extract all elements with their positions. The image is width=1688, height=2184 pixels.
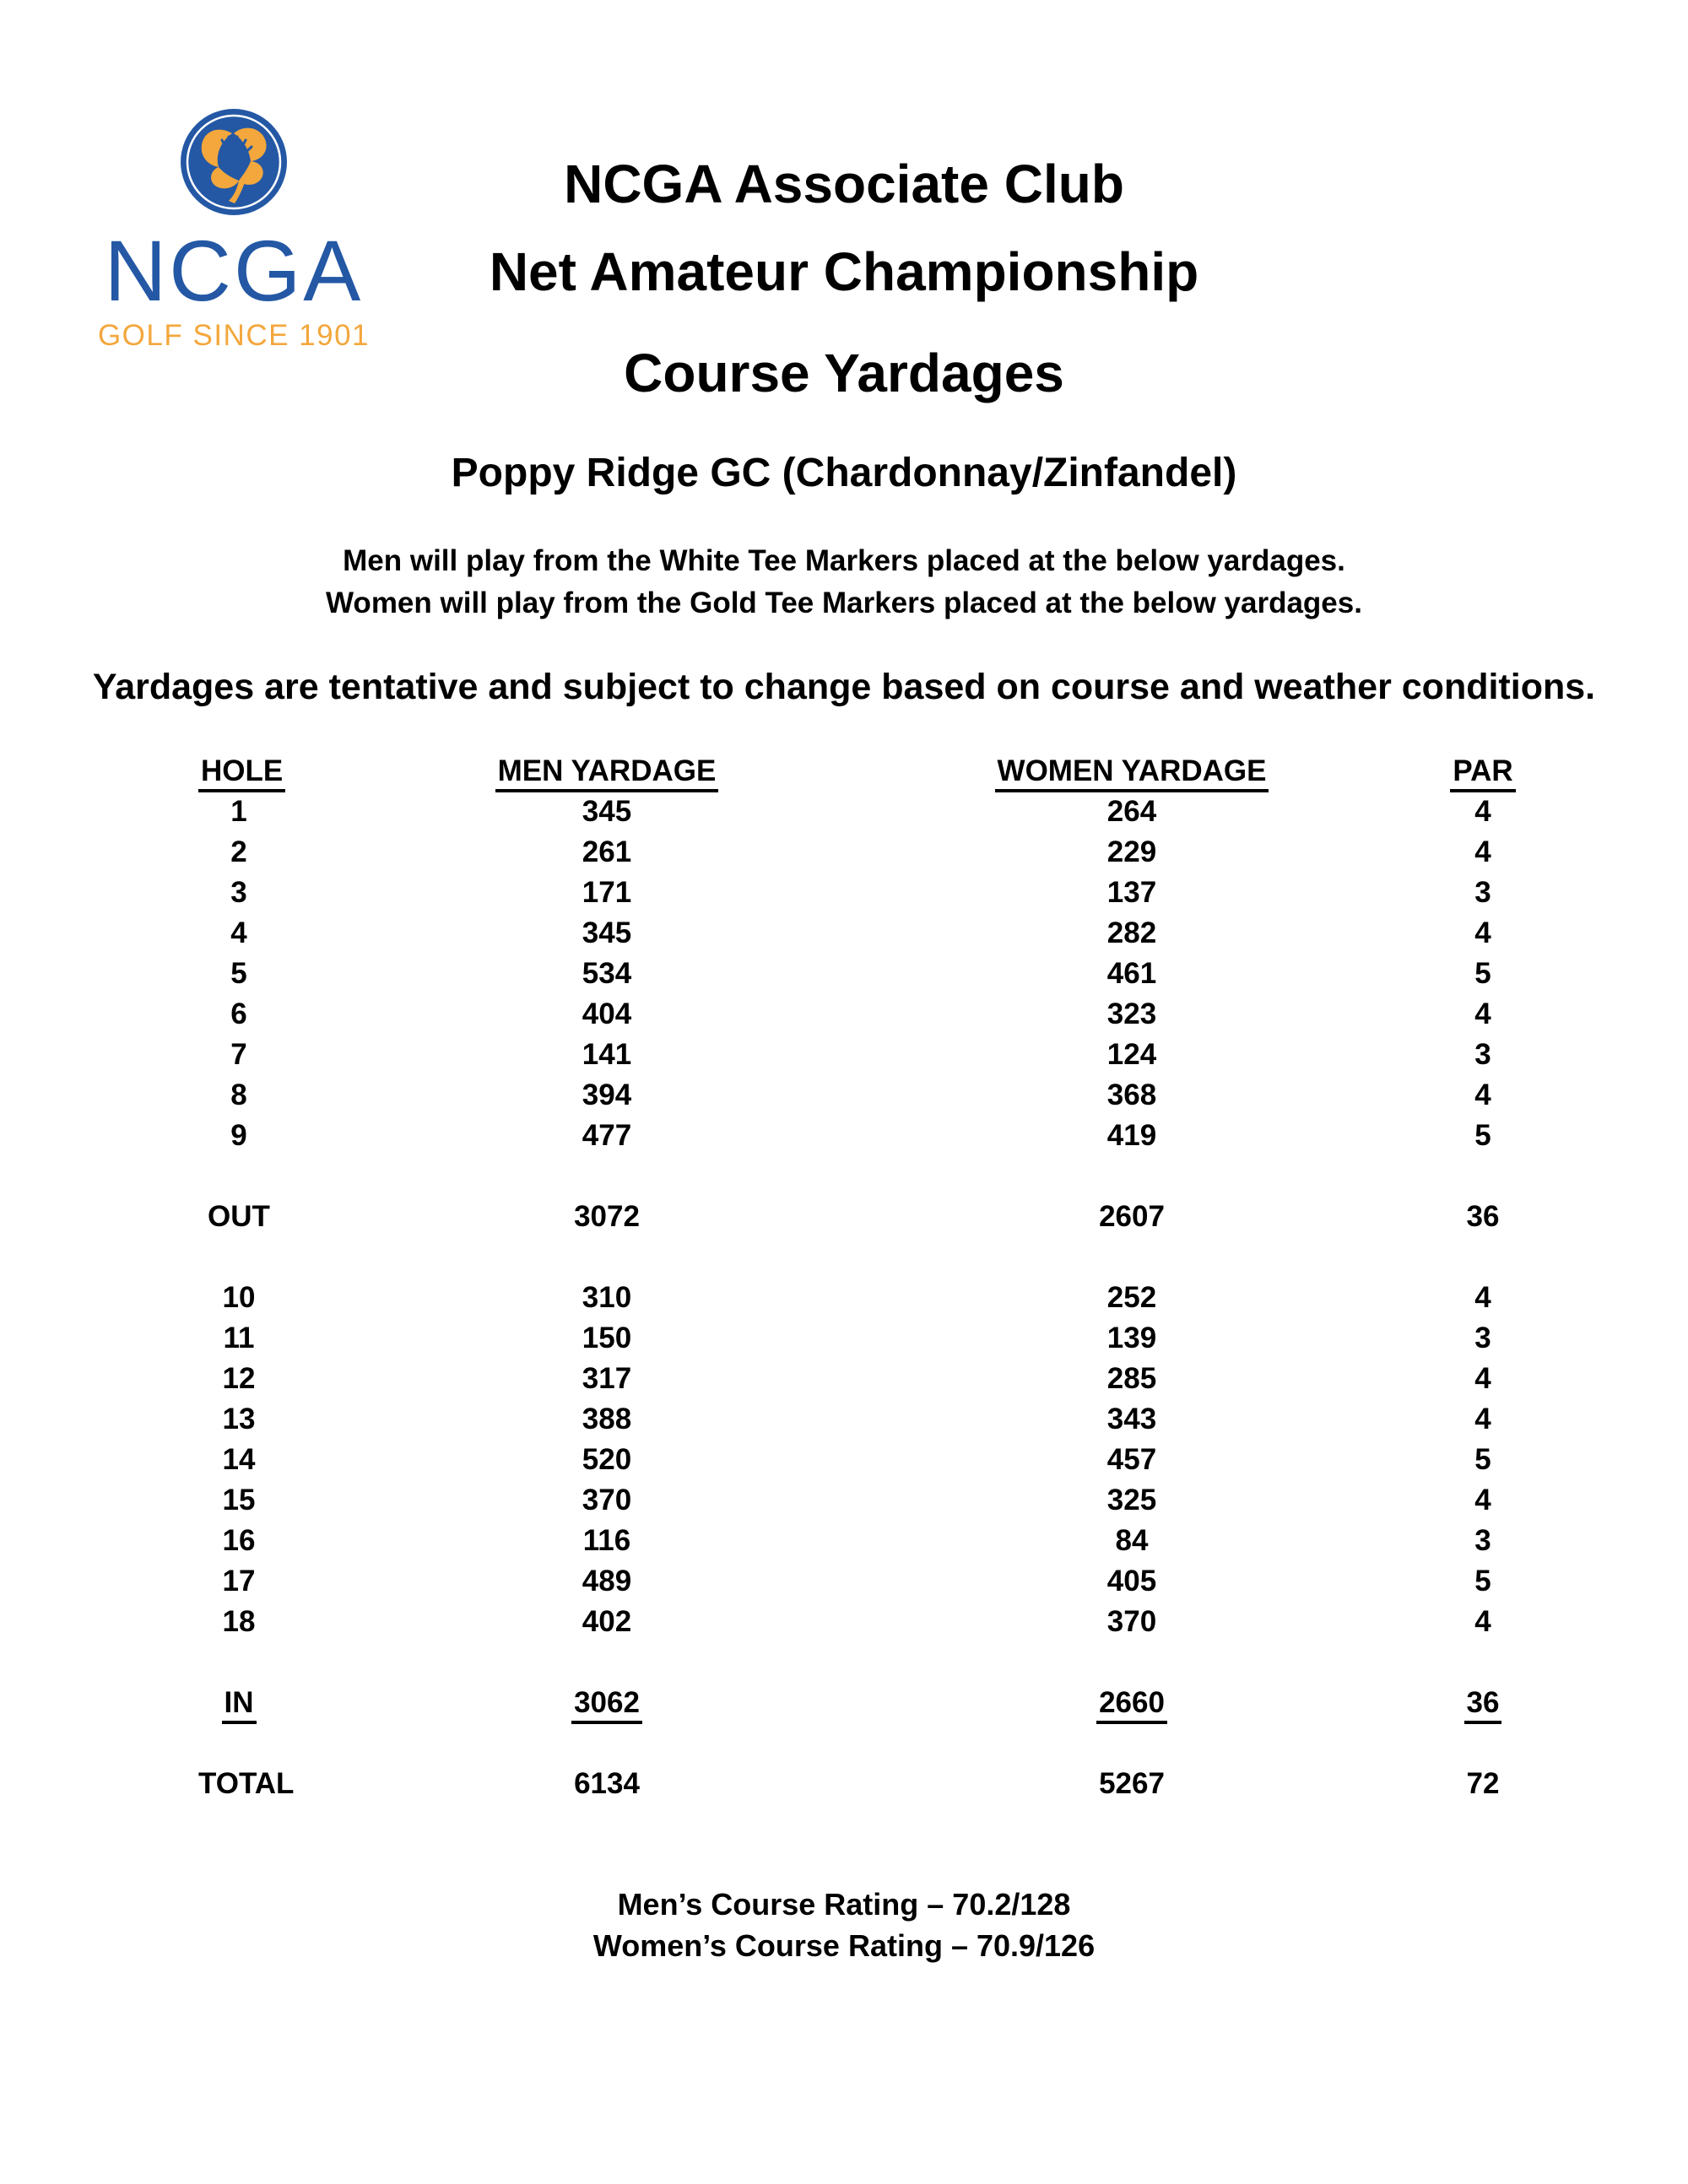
women-yardage-cell: 461	[1106, 957, 1157, 990]
men-yardage-cell: 345	[582, 795, 632, 828]
par-cell: 4	[1474, 916, 1491, 949]
men-yardage-cell: 116	[582, 1524, 631, 1557]
in-women-yardage-cell: 2660	[934, 1683, 1329, 1723]
hole-cell: 2	[230, 835, 247, 868]
out-men-yardage-cell: 3072	[574, 1200, 640, 1233]
out-women-yardage-cell: 2607	[1099, 1200, 1165, 1233]
men-yardage-cell: 520	[582, 1443, 632, 1476]
hole-cell: 13	[222, 1403, 256, 1435]
par-cell: 4	[1474, 1484, 1491, 1516]
men-yardage-cell: 489	[582, 1565, 632, 1597]
hole-cell: 4	[230, 916, 247, 949]
men-yardage-cell: 310	[582, 1281, 632, 1314]
par-cell: 4	[1474, 1605, 1491, 1638]
women-yardage-cell: 419	[1106, 1119, 1157, 1152]
page-title: Course Yardages	[624, 343, 1064, 403]
women-yardage-cell: 325	[1106, 1484, 1157, 1516]
in-men-yardage-cell: 3062	[279, 1683, 934, 1723]
table-spacer-row	[198, 1237, 1637, 1278]
hole-cell: 3	[230, 876, 247, 909]
in-par-cell: 36	[1329, 1683, 1637, 1723]
par-cell: 3	[1474, 1524, 1491, 1557]
men-yardage-cell: 402	[582, 1605, 632, 1638]
women-yardage-cell: 343	[1106, 1403, 1157, 1435]
par-cell: 4	[1474, 1403, 1491, 1435]
par-cell: 3	[1474, 876, 1491, 909]
women-yardage-cell: 139	[1106, 1322, 1157, 1354]
tee-instructions	[0, 540, 1688, 624]
hole-cell: 8	[230, 1078, 247, 1111]
column-header-women-yardage: WOMEN YARDAGE	[934, 751, 1329, 792]
men-course-rating: Men’s Course Rating – 70.2/128	[617, 1887, 1071, 1922]
total-women-yardage-cell: 5267	[1099, 1767, 1165, 1800]
hole-cell: 12	[222, 1362, 256, 1395]
par-cell: 5	[1474, 1565, 1491, 1597]
men-yardage-cell: 150	[582, 1322, 632, 1354]
hole-cell: 7	[230, 1038, 247, 1071]
men-yardage-cell: 345	[582, 916, 632, 949]
par-cell: 5	[1474, 1119, 1491, 1152]
total-par-cell: 72	[1466, 1767, 1500, 1800]
women-tee-instruction: Women will play from the Gold Tee Markers placed at the below yardages.	[326, 587, 1362, 619]
table-spacer-row	[198, 1723, 1637, 1764]
women-yardage-cell: 285	[1106, 1362, 1157, 1395]
men-yardage-cell: 317	[582, 1362, 632, 1395]
par-cell: 3	[1474, 1322, 1491, 1354]
table-spacer-row	[198, 1642, 1637, 1683]
hole-cell: 15	[222, 1484, 256, 1516]
men-yardage-cell: 477	[582, 1119, 632, 1152]
out-par-cell: 36	[1466, 1200, 1500, 1233]
column-header-par: PAR	[1329, 751, 1637, 792]
women-yardage-cell: 264	[1106, 795, 1157, 828]
event-title-line2: Net Amateur Championship	[489, 241, 1199, 302]
hole-cell: 17	[222, 1565, 256, 1597]
hole-cell: 5	[230, 957, 247, 990]
women-yardage-cell: 370	[1106, 1605, 1157, 1638]
women-course-rating: Women’s Course Rating – 70.9/126	[592, 1928, 1096, 1963]
par-cell: 4	[1474, 997, 1491, 1030]
logo-tagline: GOLF SINCE 1901	[97, 319, 371, 352]
hole-cell: 16	[222, 1524, 256, 1557]
par-cell: 4	[1474, 1281, 1491, 1314]
men-yardage-cell: 141	[582, 1038, 632, 1071]
women-yardage-cell: 282	[1106, 916, 1157, 949]
women-yardage-cell: 229	[1106, 835, 1157, 868]
hole-cell: 9	[230, 1119, 247, 1152]
women-yardage-cell: 252	[1106, 1281, 1157, 1314]
event-title	[0, 140, 1688, 319]
women-yardage-cell: 457	[1106, 1443, 1157, 1476]
par-cell: 5	[1474, 1443, 1491, 1476]
women-yardage-cell: 368	[1106, 1078, 1157, 1111]
yardage-table	[198, 751, 1637, 1804]
women-yardage-cell: 84	[1115, 1524, 1149, 1557]
hole-cell: 10	[222, 1281, 256, 1314]
par-cell: 4	[1474, 835, 1491, 868]
par-cell: 4	[1474, 795, 1491, 828]
par-cell: 5	[1474, 957, 1491, 990]
men-yardage-cell: 261	[582, 835, 632, 868]
men-yardage-cell: 388	[582, 1403, 632, 1435]
out-label-cell: OUT	[208, 1200, 270, 1233]
women-yardage-cell: 405	[1106, 1565, 1157, 1597]
women-yardage-cell: 124	[1106, 1038, 1157, 1071]
hole-cell: 14	[222, 1443, 256, 1476]
hole-cell: 1	[230, 795, 247, 828]
hole-cell: 11	[223, 1322, 255, 1354]
course-ratings	[0, 1884, 1688, 1966]
men-yardage-cell: 171	[582, 876, 632, 909]
women-yardage-cell: 323	[1106, 997, 1157, 1030]
table-spacer-row	[198, 1156, 1637, 1197]
in-label-cell: IN	[198, 1683, 279, 1723]
women-yardage-cell: 137	[1106, 876, 1157, 909]
par-cell: 3	[1474, 1038, 1491, 1071]
event-title-line1: NCGA Associate Club	[564, 154, 1124, 214]
men-yardage-cell: 370	[582, 1484, 632, 1516]
men-yardage-cell: 404	[582, 997, 632, 1030]
men-yardage-cell: 394	[582, 1078, 632, 1111]
par-cell: 4	[1474, 1078, 1491, 1111]
men-yardage-cell: 534	[582, 957, 632, 990]
par-cell: 4	[1474, 1362, 1491, 1395]
yardage-disclaimer: Yardages are tentative and subject to change based on course and weather conditions.	[92, 667, 1596, 707]
hole-cell: 6	[230, 997, 247, 1030]
total-label-cell: TOTAL	[198, 1767, 295, 1800]
hole-cell: 18	[222, 1605, 256, 1638]
logo-acronym: NCGA	[104, 223, 364, 319]
total-men-yardage-cell: 6134	[574, 1767, 640, 1800]
course-name: Poppy Ridge GC (Chardonnay/Zinfandel)	[451, 451, 1237, 495]
men-tee-instruction: Men will play from the White Tee Markers placed at the below yardages.	[343, 544, 1345, 577]
column-header-men-yardage: MEN YARDAGE	[279, 751, 934, 792]
column-header-hole: HOLE	[198, 751, 279, 792]
